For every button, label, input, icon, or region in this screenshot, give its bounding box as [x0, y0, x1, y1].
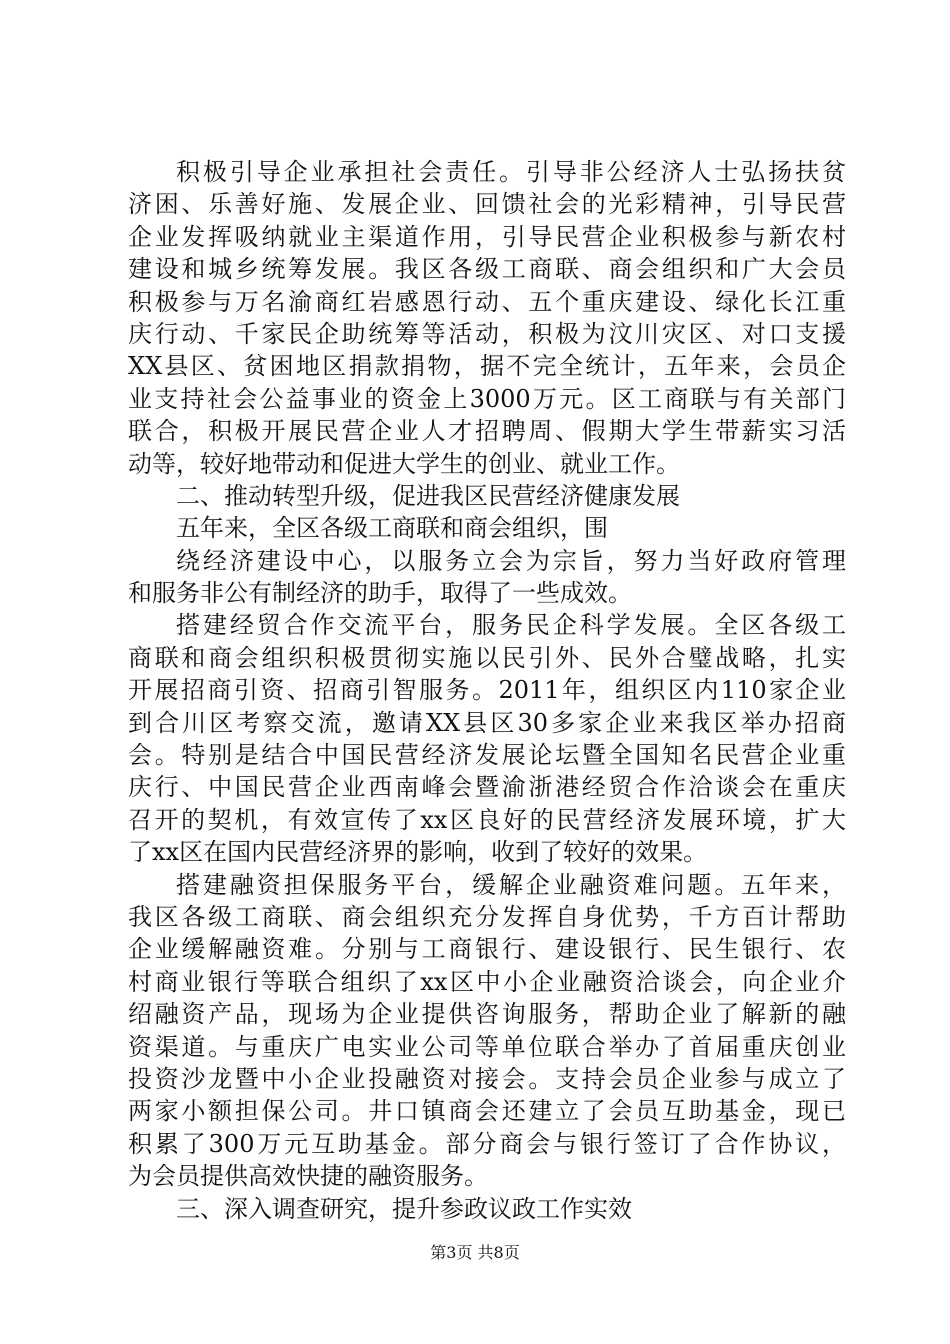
- document-body: [128, 156, 846, 1225]
- text-line: 和服务非公有制经济的助手，取得了一些成效。: [128, 579, 632, 608]
- text-line: 两家小额担保公司。井口镇商会还建立了会员互助基金，现已: [128, 1097, 846, 1126]
- text-line: 联合，积极开展民营企业人才招聘周、假期大学生带薪实习活: [128, 417, 846, 446]
- paragraph-economic-center: [128, 545, 846, 610]
- text-line: 积极引导企业承担社会责任。引导非公经济人士弘扬扶贫: [176, 158, 846, 186]
- text-line: 绍融资产品，现场为企业提供咨询服务，帮助企业了解新的融: [128, 1000, 846, 1029]
- text-line: 庆行动、千家民企助统筹等活动，积极为汶川灾区、对口支援: [128, 319, 846, 348]
- text-line: 商联和商会组织积极贯彻实施以民引外、民外合璧战略，扎实: [128, 643, 846, 672]
- section-heading-3: [128, 1193, 846, 1225]
- text-line: 开展招商引资、招商引智服务。2011年，组织区内110家企业: [128, 676, 846, 705]
- text-line: 了xx区在国内民营经济界的影响，收到了较好的效果。: [128, 838, 708, 867]
- heading-text: 二、推动转型升级，促进我区民营经济健康发展: [176, 481, 680, 510]
- text-line: 庆行、中国民营企业西南峰会暨渝浙港经贸合作洽谈会在重庆: [128, 773, 846, 802]
- text-line: 到合川区考察交流，邀请XX县区30多家企业来我区举办招商: [128, 708, 846, 737]
- text-line: 会。特别是结合中国民营经济发展论坛暨全国知名民营企业重: [128, 741, 846, 770]
- text-line: 动等，较好地带动和促进大学生的创业、就业工作。: [128, 449, 680, 478]
- text-line: 积累了300万元互助基金。部分商会与银行签订了合作协议，: [128, 1129, 846, 1158]
- text-line: 积极参与万名渝商红岩感恩行动、五个重庆建设、绿化长江重: [128, 287, 846, 316]
- paragraph-financing-platform: [128, 869, 846, 1193]
- text-line: XX县区、贫困地区捐款捐物，据不完全统计，五年来，会员企: [128, 352, 846, 381]
- paragraph-five-years: [128, 512, 846, 544]
- text-line: 建设和城乡统筹发展。我区各级工商联、商会组织和广大会员: [128, 255, 846, 284]
- text-line: 业支持社会公益事业的资金上3000万元。区工商联与有关部门: [128, 384, 846, 413]
- text-line: 为会员提供高效快捷的融资服务。: [128, 1162, 488, 1191]
- text-line: 投资沙龙暨中小企业投融资对接会。支持会员企业参与成立了: [128, 1064, 846, 1093]
- text-line: 村商业银行等联合组织了xx区中小企业融资洽谈会，向企业介: [128, 967, 846, 996]
- text-line: 企业缓解融资难。分别与工商银行、建设银行、民生银行、农: [128, 935, 846, 964]
- section-heading-2: [128, 480, 846, 512]
- text-line: 搭建融资担保服务平台，缓解企业融资难问题。五年来，: [176, 870, 846, 899]
- paragraph-social-responsibility: [128, 156, 846, 480]
- text-line: 济困、乐善好施、发展企业、回馈社会的光彩精神，引导民营: [128, 190, 846, 219]
- paragraph-trade-platform: [128, 609, 846, 868]
- text-line: 我区各级工商联、商会组织充分发挥自身优势，千方百计帮助: [128, 902, 846, 931]
- text-line: 五年来，全区各级工商联和商会组织，围: [176, 514, 608, 543]
- text-line: 绕经济建设中心，以服务立会为宗旨，努力当好政府管理: [176, 546, 846, 575]
- text-line: 企业发挥吸纳就业主渠道作用，引导民营企业积极参与新农村: [128, 222, 846, 251]
- text-line: 召开的契机，有效宣传了xx区良好的民营经济发展环境，扩大: [128, 805, 846, 834]
- text-line: 搭建经贸合作交流平台，服务民企科学发展。全区各级工: [176, 611, 846, 640]
- heading-text: 三、深入调查研究，提升参政议政工作实效: [176, 1194, 632, 1223]
- text-line: 资渠道。与重庆广电实业公司等单位联合举办了首届重庆创业: [128, 1032, 846, 1061]
- page-number-footer: 第3页 共8页: [430, 1243, 520, 1262]
